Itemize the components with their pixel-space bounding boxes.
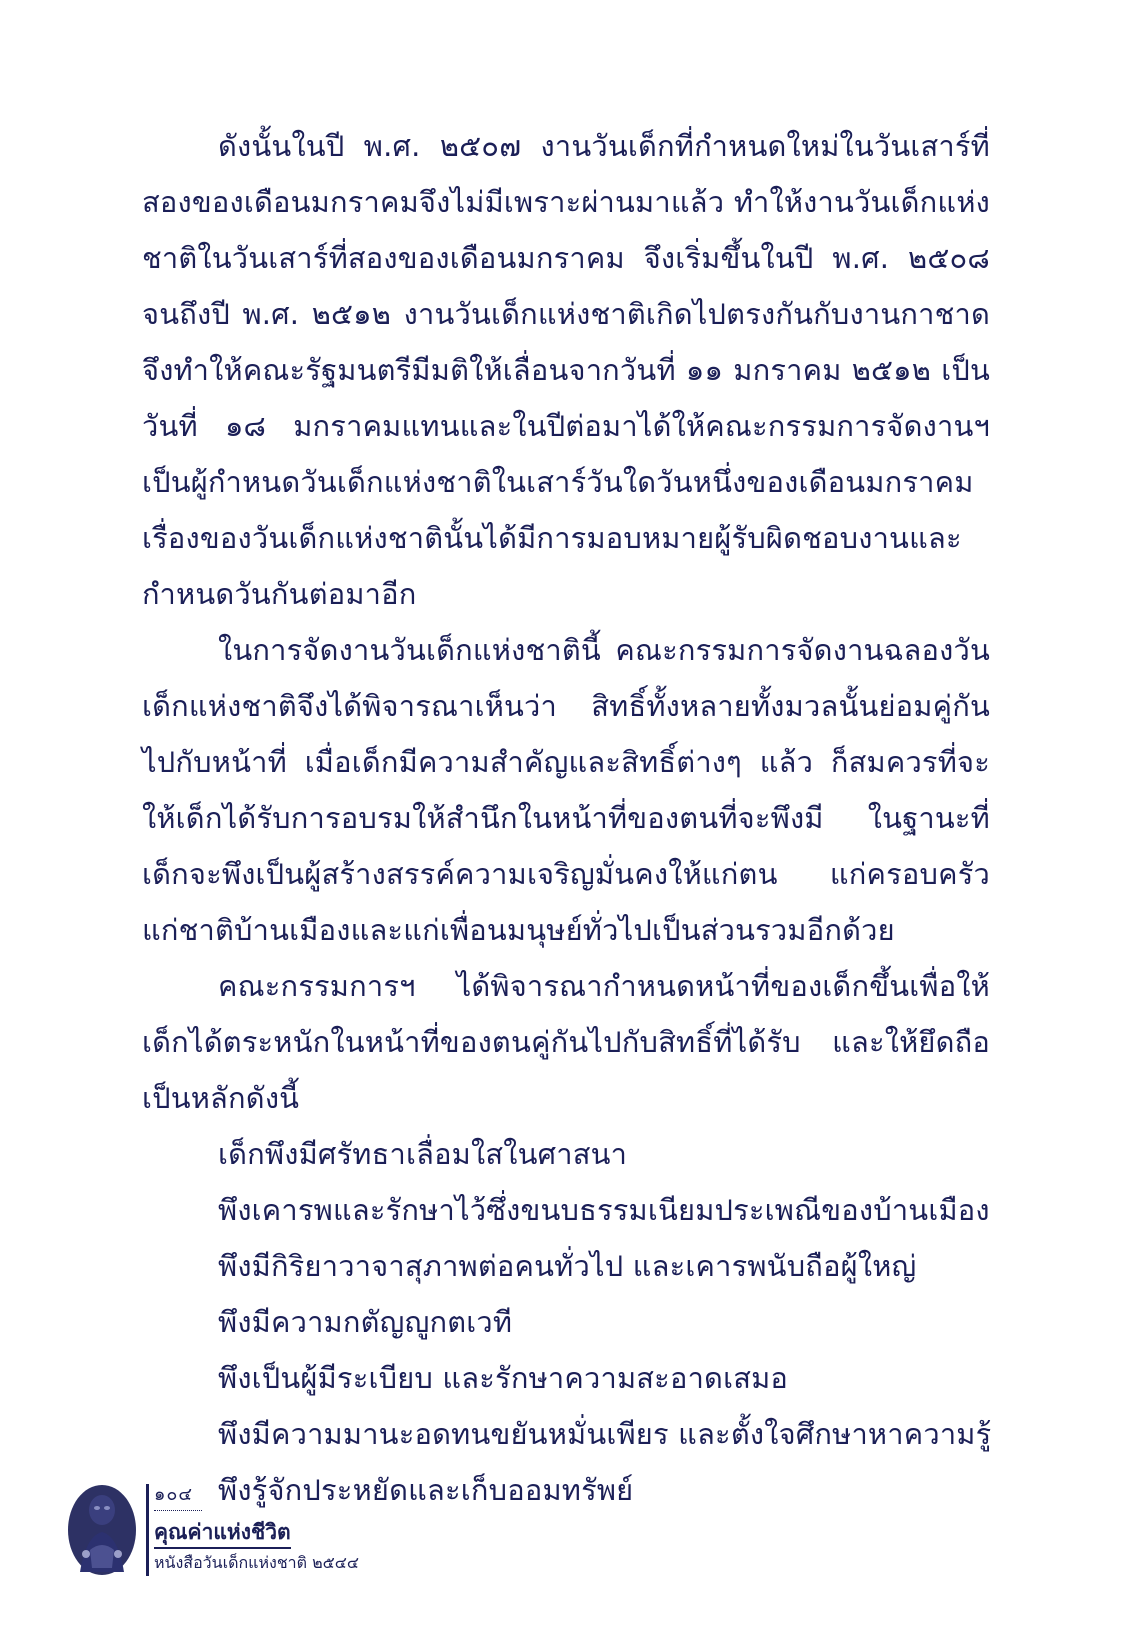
duty-item-4: พึงมีความกตัญญูกตเวที	[218, 1305, 513, 1339]
duty-item-3: พึงมีกิริยาวาจาสุภาพต่อคนทั่วไป และเคารพนับถือผู้ใหญ่	[218, 1249, 917, 1283]
page-number: ๑๐๔	[154, 1484, 194, 1505]
paragraph-2: ในการจัดงานวันเด็กแห่งชาตินี้ คณะกรรมการจัดงานฉลองวันเด็กแห่งชาติจึงได้พิจารณาเห็นว่า สิทธิ์ทั้งหลายทั้งมวลนั้นย่อมคู่กันไปกับหน้าที่ เมื่อเด็กมีความสำคัญและสิทธิ์ต่างๆ แล้ว ก็สมควรที่จะให้เด็กได้รับการอบรมให้สำนึกในหน้าที่ของตนที่จะพึงมี ในฐานะที่เด็กจะพึงเป็นผู้สร้างสรรค์ความเจริญมั่นคงให้แก่ตน แก่ครอบครัว แก่ชาติบ้านเมืองและแก่เพื่อนมนุษย์ทั่วไปเป็นส่วนรวมอีกด้วย	[142, 633, 990, 947]
monk-portrait-icon	[66, 1480, 138, 1576]
paragraph-3: คณะกรรมการฯ ได้พิจารณากำหนดหน้าที่ของเด็กขึ้นเพื่อให้เด็กได้ตระหนักในหน้าที่ของตนคู่กันไปกับสิทธิ์ที่ได้รับ และให้ยึดถือเป็นหลักดังนี้	[142, 969, 990, 1115]
duty-item-6: พึงมีความมานะอดทนขยันหมั่นเพียร และตั้งใจศึกษาหาความรู้	[218, 1417, 992, 1451]
duty-item-5: พึงเป็นผู้มีระเบียบ และรักษาความสะอาดเสมอ	[218, 1361, 789, 1395]
duty-item-7: พึงรู้จักประหยัดและเก็บออมทรัพย์	[218, 1473, 634, 1507]
page-number-underline	[154, 1510, 202, 1511]
children-duties-list	[142, 1126, 990, 1518]
duty-item-1: เด็กพึงมีศรัทธาเลื่อมใสในศาสนา	[218, 1137, 628, 1171]
book-subtitle: หนังสือวันเด็กแห่งชาติ ๒๕๔๔	[154, 1553, 360, 1572]
duty-item-2: พึงเคารพและรักษาไว้ซึ่งขนบธรรมเนียมประเพณีของบ้านเมือง	[218, 1193, 990, 1227]
paragraph-1: ดังนั้นในปี พ.ศ. ๒๕๐๗ งานวันเด็กที่กำหนดใหม่ในวันเสาร์ที่สองของเดือนมกราคมจึงไม่มีเพราะผ่านมาแล้ว ทำให้งานวันเด็กแห่งชาติในวันเสาร์ที่สองของเดือนมกราคม จึงเริ่มขึ้นในปี พ.ศ. ๒๕๐๘ จนถึงปี พ.ศ. ๒๕๑๒ งานวันเด็กแห่งชาติเกิดไปตรงกันกับงานกาชาด จึงทำให้คณะรัฐมนตรีมีมติให้เลื่อนจากวันที่ ๑๑ มกราคม ๒๕๑๒ เป็นวันที่ ๑๘ มกราคมแทนและในปีต่อมาได้ให้คณะกรรมการจัดงานฯ เป็นผู้กำหนดวันเด็กแห่งชาติในเสาร์วันใดวันหนึ่งของเดือนมกราคม เรื่องของวันเด็กแห่งชาตินั้นได้มีการมอบหมายผู้รับผิดชอบงานและกำหนดวันกันต่อมาอีก	[142, 129, 990, 611]
body-text	[142, 118, 990, 1518]
page-footer	[66, 1472, 486, 1582]
footer-divider	[146, 1484, 149, 1576]
book-title: คุณค่าแห่งชีวิต	[154, 1518, 291, 1549]
